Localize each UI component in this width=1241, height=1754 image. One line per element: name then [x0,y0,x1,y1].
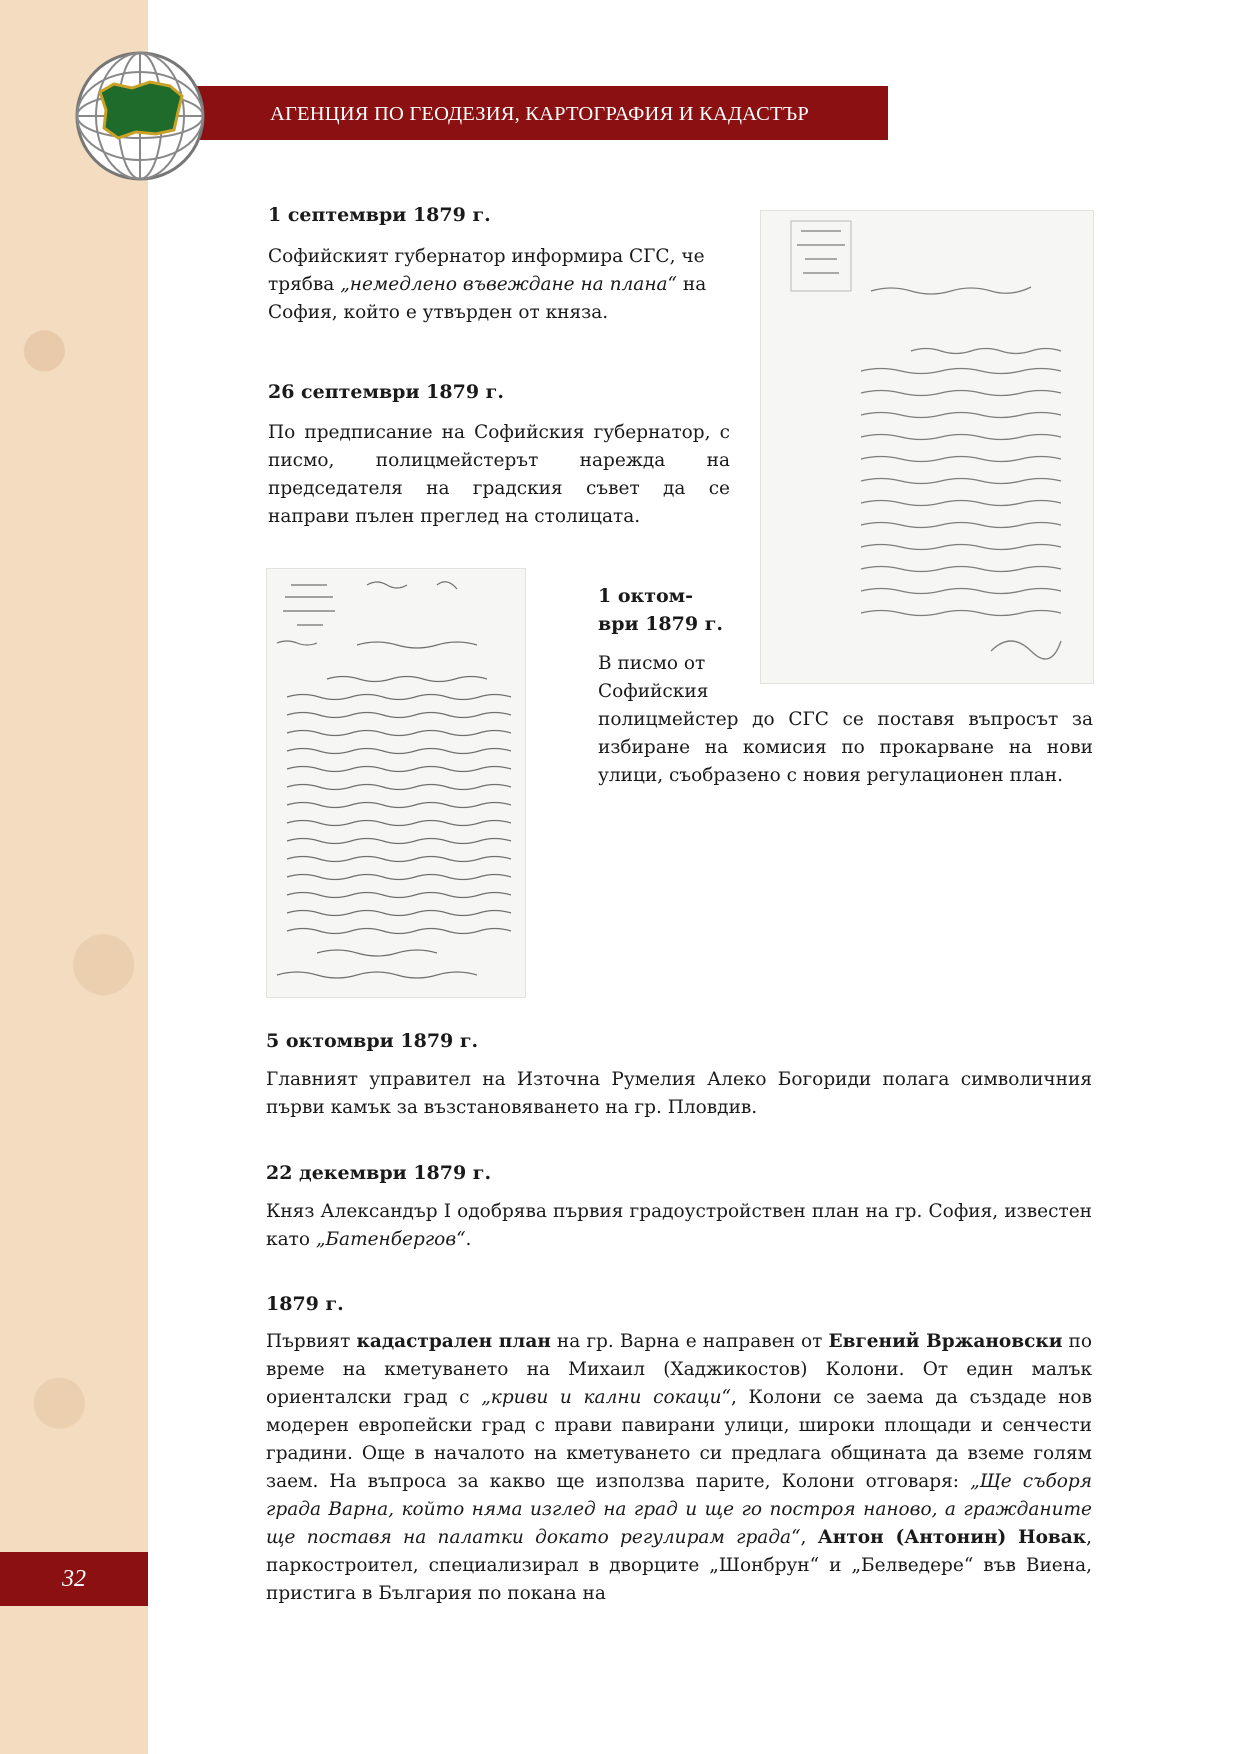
agency-globe-logo-icon [74,50,206,182]
page-number: 32 [62,1566,86,1592]
entry-text: Първият кадастрален план на гр. Варна е направен от Евгений Вржановски по време на кметуването на Михаил (Хаджикостов) Колони. От един малък ориенталски град с „криви и кални сокаци“, Колони се заема да създаде нов модерен европейски град с прави павирани улици, широки площади и сенчести градини. Още в началото на кметуването си предлага общината да вземе голям заем. На въпроса за какво ще използва парите, Колони отговаря: „Ще съборя града Варна, който няма изглед на град и ще го построя наново, а гражданите ще поставя на палатки докато регулирам града“, Антон (Антонин) Новак, паркостроител, специализирал в дворците „Шонбрун“ и „Белведере“ във Виена, пристига в България по покана на [266,1331,1093,1604]
decorative-sidebar [0,0,148,1754]
entry-text: Софийският губернатор информира СГС, че трябва „немедлено въвеждане на плана“ на София, който е утвърден от княза. [268,246,707,323]
entry-text: В писмо от [598,653,706,674]
header-title: АГЕНЦИЯ ПО ГЕОДЕЗИЯ, КАРТОГРАФИЯ И КАДАСТЪР [270,103,810,125]
entry-text: Княз Александър I одобрява първия градоустройствен план на гр. София, известен като „Батенбергов“. [266,1201,1092,1250]
entry-text: Софийския [598,681,709,702]
archival-letter-image [266,568,526,998]
entry-date: 5 октомври 1879 г. [266,1030,479,1052]
entry-text: По предписание на Софийския губернатор, с писмо, полицмейстерът нарежда на председателя на градския съвет да се направи пълен преглед на столицата. [268,422,730,527]
entry-text: Главният управител на Източна Румелия Алеко Богориди полага символичния първи камък за възстановяването на гр. Пловдив. [266,1069,1092,1118]
entry-date: ври 1879 г. [598,613,723,635]
entry-date: 1879 г. [266,1293,344,1315]
entry-date: 26 септември 1879 г. [268,381,504,403]
entry-text: полицмейстер до СГС се поставя въпросът за избиране на комисия по прокарване на нови улици, съобразено с новия регулационен план. [598,709,1093,786]
entry-date: 1 септември 1879 г. [268,204,491,226]
entry-date: 1 октом- [598,585,694,607]
archival-letter-image [760,210,1094,684]
entry-date: 22 декември 1879 г. [266,1162,492,1184]
